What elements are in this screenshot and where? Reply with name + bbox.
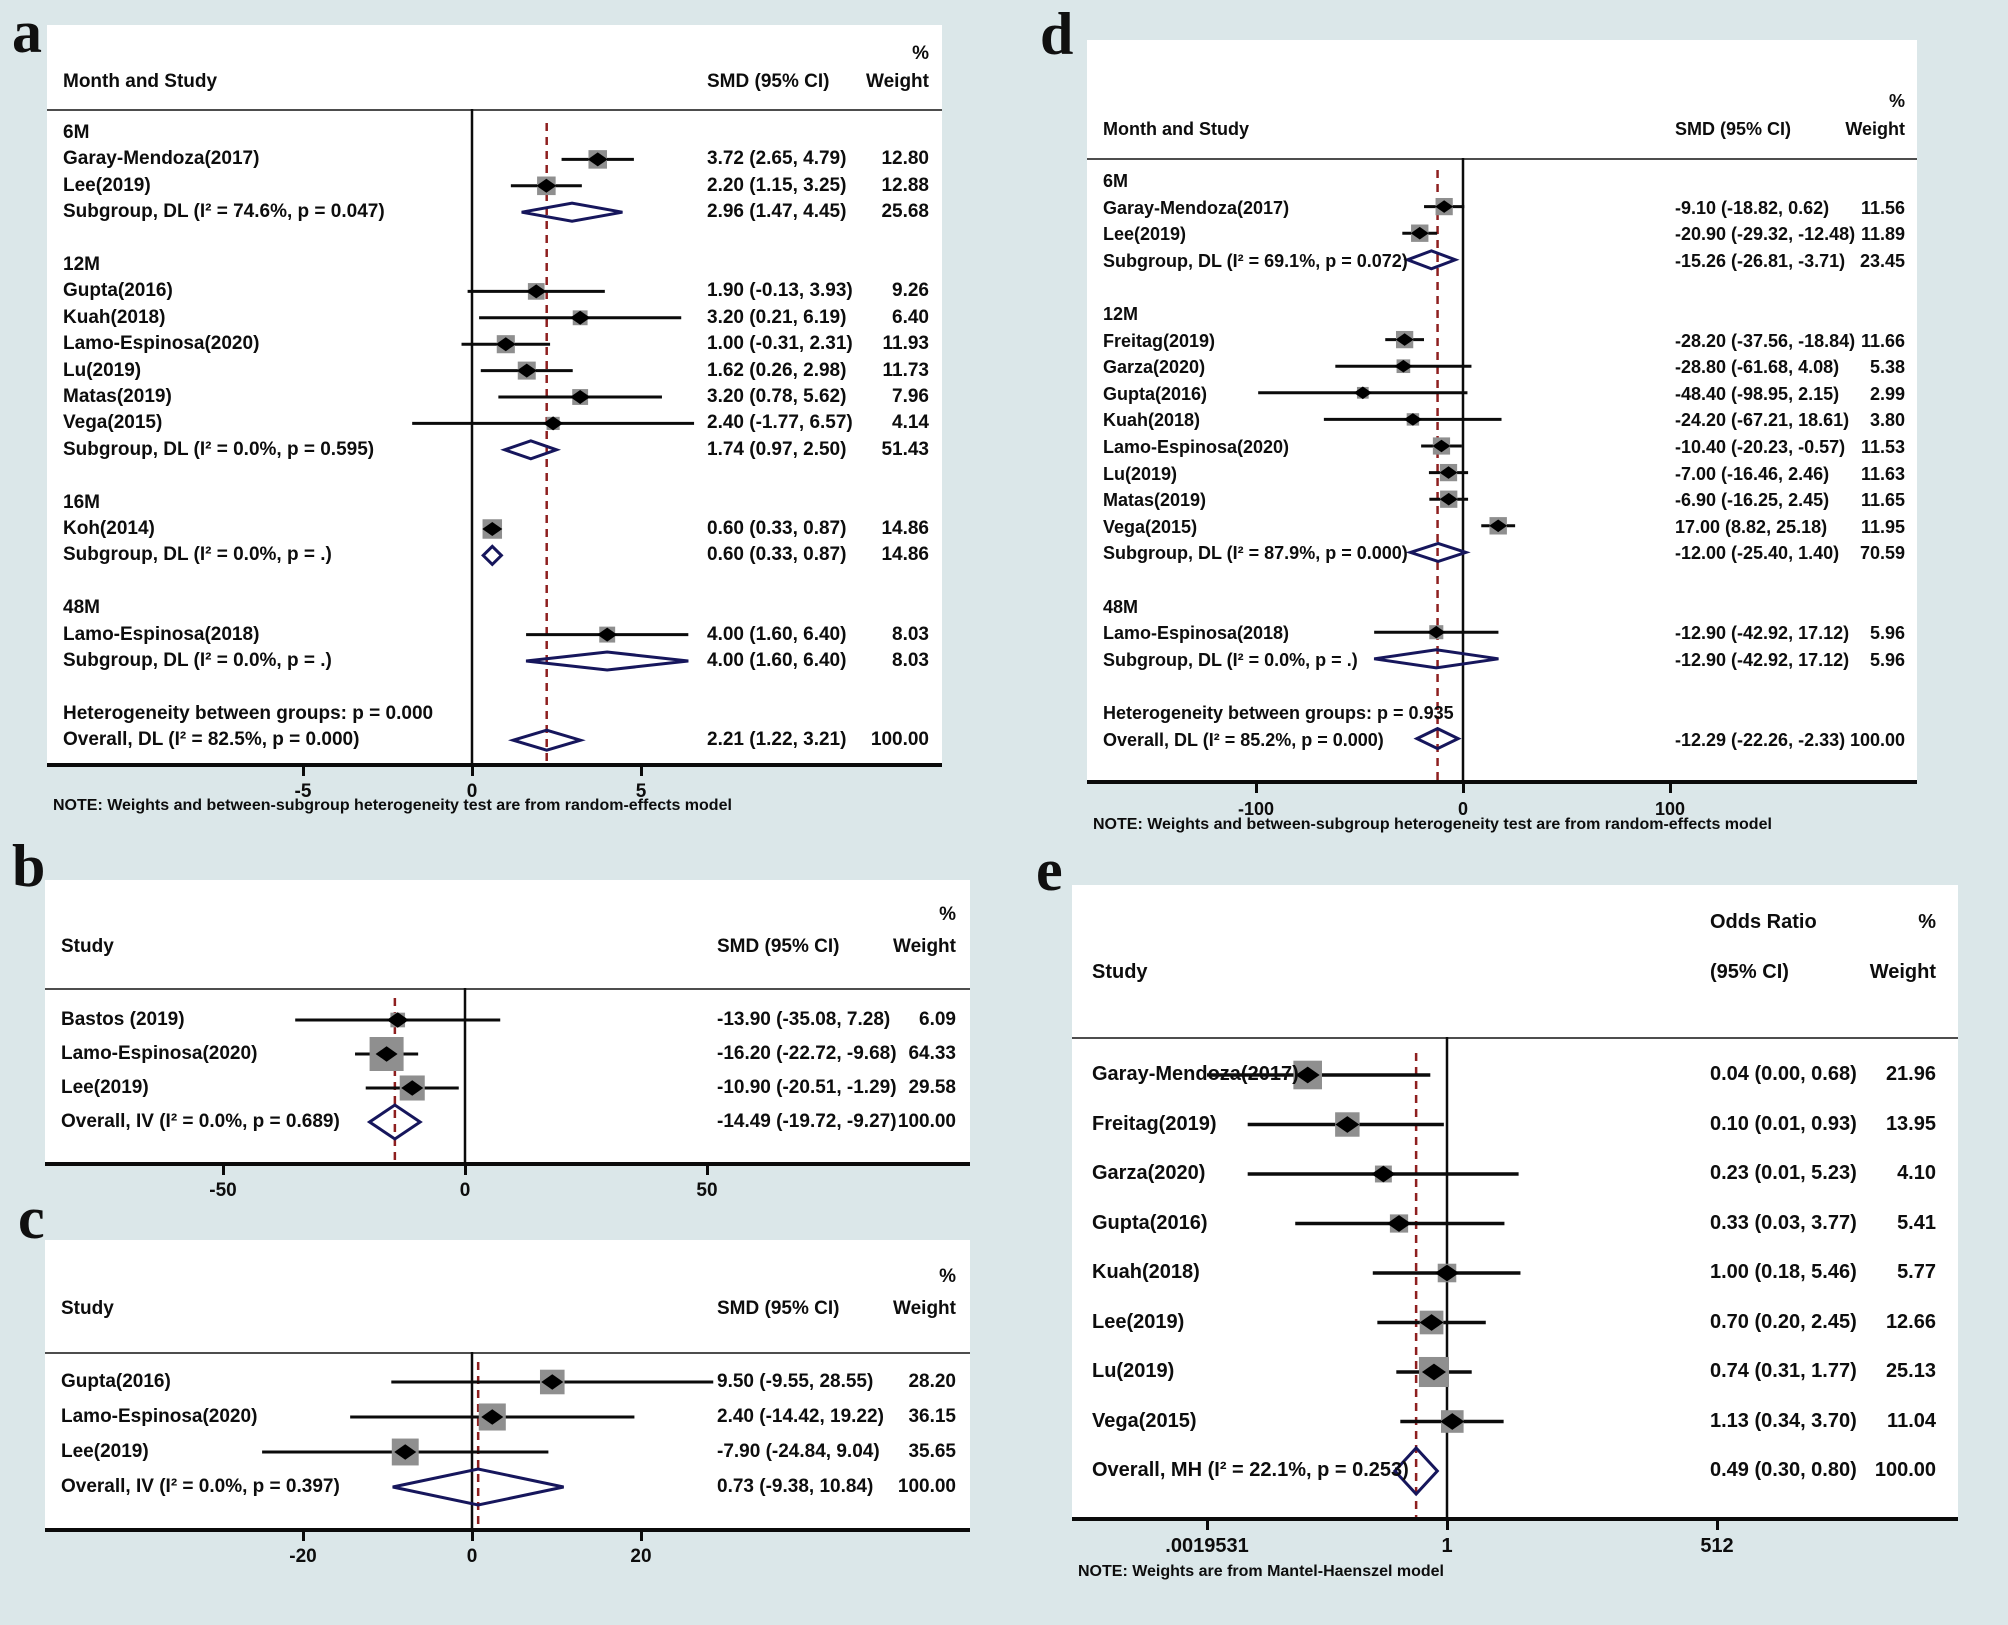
axis-tick [640, 767, 643, 776]
weight-value: 12.80 [881, 148, 929, 170]
weight-value: 11.53 [1860, 437, 1905, 457]
column-header-effect: SMD (95% CI) [717, 1298, 840, 1319]
effect-value: 2.40 (-1.77, 6.57) [707, 412, 853, 434]
weight-value: 12.66 [1885, 1310, 1936, 1333]
effect-value: 0.49 (0.30, 0.80) [1710, 1459, 1857, 1481]
axis-tick-label: 0 [1457, 799, 1468, 819]
effect-value: 4.00 (1.60, 6.40) [707, 623, 847, 645]
column-header-percent: % [939, 1266, 956, 1287]
row-label: Subgroup, DL (I² = 69.1%, p = 0.072) [1103, 250, 1408, 271]
forest-panel-d [1087, 40, 1917, 833]
weight-value: 7.96 [892, 386, 929, 407]
axis-tick [1206, 1521, 1209, 1530]
row-label: Subgroup, DL (I² = 0.0%, p = 0.595) [63, 438, 375, 460]
row-label: Subgroup, DL (I² = 87.9%, p = 0.000) [1103, 543, 1408, 564]
column-header-study: Study [61, 1298, 114, 1319]
weight-value: 9.26 [892, 280, 929, 302]
weight-value: 11.73 [882, 359, 929, 381]
effect-value: 2.20 (1.15, 3.25) [707, 174, 847, 196]
row-label: Vega(2015) [1103, 516, 1198, 537]
column-header-effect: SMD (95% CI) [1675, 119, 1792, 139]
axis-tick [471, 767, 474, 776]
row-label: Bastos (2019) [61, 1009, 185, 1030]
weight-value: 8.03 [892, 650, 929, 671]
axis-tick-label: 0 [466, 781, 478, 802]
effect-value: -48.40 (-98.95, 2.15) [1675, 383, 1840, 404]
effect-value: 1.74 (0.97, 2.50) [707, 438, 847, 460]
column-header-weight: Weight [893, 936, 956, 957]
row-label: Subgroup, DL (I² = 0.0%, p = .) [1103, 649, 1358, 670]
axis-tick [464, 1166, 467, 1175]
row-label: Kuah(2018) [63, 306, 166, 328]
forest-panel-a [47, 25, 942, 814]
row-label: Vega(2015) [63, 412, 163, 434]
row-label: Lamo-Espinosa(2018) [63, 623, 260, 645]
column-header-weight: Weight [893, 1298, 956, 1319]
subgroup-diamond [526, 652, 688, 670]
weight-value: 25.68 [881, 201, 929, 223]
axis-tick [302, 1532, 305, 1541]
axis-tick [1462, 784, 1465, 793]
row-label: Matas(2019) [63, 386, 172, 407]
row-label: Garay-Mendoza(2017) [1092, 1063, 1299, 1085]
weight-value: 11.93 [882, 333, 929, 355]
weight-value: 6.40 [892, 306, 929, 328]
weight-value: 11.65 [1860, 490, 1905, 511]
column-header-study: Month and Study [1103, 119, 1249, 139]
axis-tick [1446, 1521, 1449, 1530]
axis-tick-label: 5 [635, 781, 647, 802]
weight-value: 5.96 [1869, 623, 1905, 644]
weight-value: 100.00 [897, 1476, 956, 1497]
row-label: Gupta(2016) [1103, 383, 1208, 404]
row-label: Overall, DL (I² = 82.5%, p = 0.000) [63, 729, 360, 751]
effect-value: -9.10 (-18.82, 0.62) [1675, 197, 1830, 218]
panel-footnote: NOTE: Weights and between-subgroup heterogeneity test are from random-effects model [1093, 816, 1772, 833]
effect-value: -28.20 (-37.56, -18.84) [1675, 330, 1856, 351]
group-label: 12M [63, 254, 100, 275]
effect-value: 2.40 (-14.42, 19.22) [717, 1406, 884, 1427]
row-label: Lamo-Espinosa(2018) [1103, 623, 1290, 644]
row-label: Overall, MH (I² = 22.1%, p = 0.253) [1092, 1459, 1409, 1481]
weight-value: 4.10 [1897, 1162, 1936, 1184]
weight-value: 100.00 [1849, 729, 1905, 750]
group-label: 6M [1103, 171, 1129, 191]
effect-value: -20.90 (-29.32, -12.48) [1675, 224, 1856, 245]
row-label: Freitag(2019) [1092, 1112, 1217, 1135]
heterogeneity-note: Heterogeneity between groups: p = 0.935 [1103, 703, 1454, 723]
effect-value: -28.80 (-61.68, 4.08) [1675, 357, 1840, 378]
weight-value: 28.20 [908, 1371, 956, 1392]
row-label: Freitag(2019) [1103, 330, 1216, 351]
column-header-percent: % [1918, 911, 1936, 933]
panel-letter-c: c [18, 1185, 45, 1251]
row-label: Lamo-Espinosa(2020) [61, 1406, 258, 1427]
row-label: Kuah(2018) [1092, 1261, 1200, 1283]
effect-value: -10.40 (-20.23, -0.57) [1675, 437, 1846, 457]
axis-tick-label: -50 [209, 1180, 237, 1201]
axis-tick-label: .0019531 [1165, 1535, 1249, 1557]
effect-value: -13.90 (-35.08, 7.28) [717, 1009, 891, 1030]
axis-tick-label: 50 [696, 1180, 718, 1201]
row-label: Lu(2019) [1103, 463, 1178, 484]
effect-value: 9.50 (-9.55, 28.55) [717, 1371, 874, 1392]
group-label: 48M [63, 597, 100, 619]
group-label: 12M [1103, 304, 1139, 324]
weight-value: 11.63 [1860, 463, 1905, 484]
weight-value: 3.80 [1869, 410, 1905, 431]
effect-value: 0.33 (0.03, 3.77) [1710, 1211, 1857, 1234]
column-header-percent: % [939, 904, 956, 925]
weight-value: 100.00 [897, 1111, 956, 1132]
panel-letter-d: d [1040, 1, 1074, 67]
axis-tick-label: 100 [1654, 799, 1686, 819]
point-marker [1404, 413, 1422, 426]
row-label: Subgroup, DL (I² = 0.0%, p = .) [63, 650, 332, 671]
axis-tick [1716, 1521, 1719, 1530]
column-header-study: Month and Study [63, 71, 218, 92]
axis-tick [222, 1166, 225, 1175]
weight-value: 100.00 [870, 729, 929, 751]
weight-value: 4.14 [892, 412, 929, 434]
group-label: 6M [63, 122, 90, 143]
weight-value: 2.99 [1869, 383, 1905, 404]
weight-value: 8.03 [892, 623, 929, 645]
effect-value: -24.20 (-67.21, 18.61) [1675, 410, 1850, 431]
axis-tick [471, 1532, 474, 1541]
weight-value: 51.43 [881, 438, 929, 460]
weight-value: 11.89 [1860, 224, 1905, 245]
effect-value: 1.13 (0.34, 3.70) [1710, 1409, 1857, 1432]
column-header-effect: SMD (95% CI) [717, 936, 840, 957]
weight-value: 23.45 [1859, 250, 1905, 271]
row-label: Lee(2019) [61, 1441, 149, 1462]
effect-value: -7.00 (-16.46, 2.46) [1675, 463, 1830, 484]
weight-value: 14.86 [881, 544, 929, 566]
row-label: Garza(2020) [1103, 357, 1206, 378]
weight-value: 14.86 [881, 518, 929, 539]
column-header-weight: Weight [1869, 961, 1936, 983]
axis-tick-label: -5 [294, 781, 312, 802]
point-marker [387, 1012, 409, 1027]
weight-value: 11.04 [1887, 1409, 1936, 1432]
axis-tick [302, 767, 305, 776]
effect-value: 17.00 (8.82, 25.18) [1675, 516, 1828, 537]
panel-footnote: NOTE: Weights are from Mantel-Haenszel model [1078, 1563, 1444, 1580]
panel-letter-a: a [12, 0, 42, 65]
subgroup-diamond [1408, 251, 1456, 269]
weight-value: 5.41 [1897, 1211, 1936, 1234]
effect-value: -12.29 (-22.26, -2.33) [1675, 729, 1846, 750]
effect-value: -15.26 (-26.81, -3.71) [1675, 250, 1846, 271]
row-label: Lee(2019) [63, 174, 151, 196]
effect-value: -12.90 (-42.92, 17.12) [1675, 649, 1850, 670]
heterogeneity-note: Heterogeneity between groups: p = 0.000 [63, 702, 434, 724]
row-label: Garay-Mendoza(2017) [63, 148, 260, 170]
effect-value: 0.04 (0.00, 0.68) [1710, 1063, 1857, 1085]
row-label: Lamo-Espinosa(2020) [1103, 437, 1290, 457]
forest-panel-c [45, 1240, 970, 1567]
effect-value: -10.90 (-20.51, -1.29) [717, 1077, 897, 1098]
axis-tick-label: 0 [459, 1180, 471, 1201]
effect-value: -7.90 (-24.84, 9.04) [717, 1441, 880, 1462]
column-header-percent: % [912, 43, 929, 64]
point-marker [1354, 387, 1372, 400]
row-label: Lee(2019) [1103, 224, 1187, 245]
weight-value: 11.66 [1860, 330, 1905, 351]
effect-value: 0.10 (0.01, 0.93) [1710, 1112, 1857, 1135]
row-label: Subgroup, DL (I² = 74.6%, p = 0.047) [63, 201, 385, 223]
row-label: Kuah(2018) [1103, 410, 1201, 431]
weight-value: 6.09 [919, 1009, 956, 1030]
axis-tick-label: -20 [289, 1546, 317, 1567]
effect-value: 2.21 (1.22, 3.21) [707, 729, 847, 751]
group-label: 48M [1103, 596, 1139, 617]
effect-value: -6.90 (-16.25, 2.45) [1675, 490, 1830, 511]
effect-value: 0.60 (0.33, 0.87) [707, 518, 847, 539]
weight-value: 5.96 [1869, 649, 1905, 670]
effect-value: 3.20 (0.21, 6.19) [707, 306, 847, 328]
row-label: Lamo-Espinosa(2020) [61, 1043, 258, 1064]
weight-value: 5.77 [1897, 1261, 1936, 1283]
row-label: Overall, IV (I² = 0.0%, p = 0.689) [61, 1111, 340, 1132]
weight-value: 13.95 [1885, 1112, 1936, 1135]
group-label: 16M [63, 491, 100, 513]
axis-tick-label: 20 [630, 1546, 652, 1567]
subgroup-diamond [522, 203, 623, 221]
row-label: Garza(2020) [1092, 1162, 1206, 1184]
effect-value: 3.20 (0.78, 5.62) [707, 386, 847, 407]
panel-letter-e: e [1036, 837, 1063, 903]
effect-value: 1.00 (-0.31, 2.31) [707, 333, 853, 355]
row-label: Koh(2014) [63, 518, 155, 539]
row-label: Lamo-Espinosa(2020) [63, 333, 260, 355]
column-header-effect: SMD (95% CI) [707, 71, 830, 92]
effect-value: -12.90 (-42.92, 17.12) [1675, 623, 1850, 644]
weight-value: 12.88 [881, 174, 929, 196]
effect-value: 0.23 (0.01, 5.23) [1710, 1162, 1857, 1184]
column-header-weight: Weight [1845, 119, 1905, 139]
axis-tick-label: 0 [466, 1546, 478, 1567]
row-label: Gupta(2016) [63, 280, 173, 302]
effect-value: 1.62 (0.26, 2.98) [707, 359, 847, 381]
column-header-percent: % [1888, 91, 1905, 111]
effect-value: 4.00 (1.60, 6.40) [707, 650, 847, 671]
column-header-weight: Weight [866, 71, 929, 92]
effect-value: 1.00 (0.18, 5.46) [1710, 1261, 1857, 1283]
effect-value: 0.74 (0.31, 1.77) [1710, 1360, 1857, 1382]
column-header-effect-line1: Odds Ratio [1710, 911, 1817, 933]
effect-value: -16.20 (-22.72, -9.68) [717, 1043, 897, 1064]
effect-value: 3.72 (2.65, 4.79) [707, 148, 847, 170]
weight-value: 11.95 [1860, 516, 1905, 537]
weight-value: 35.65 [908, 1441, 956, 1462]
row-label: Lee(2019) [1092, 1310, 1185, 1333]
weight-value: 70.59 [1859, 543, 1905, 564]
forest-panel-e [1072, 885, 1958, 1580]
row-label: Vega(2015) [1092, 1409, 1197, 1432]
subgroup-diamond [483, 546, 501, 564]
row-label: Lee(2019) [61, 1077, 149, 1098]
panel-footnote: NOTE: Weights and between-subgroup heterogeneity test are from random-effects model [53, 797, 732, 814]
column-header-effect-line2: (95% CI) [1710, 961, 1789, 983]
row-label: Overall, IV (I² = 0.0%, p = 0.397) [61, 1476, 340, 1497]
row-label: Lu(2019) [1092, 1360, 1175, 1382]
row-label: Overall, DL (I² = 85.2%, p = 0.000) [1103, 729, 1384, 750]
row-label: Gupta(2016) [61, 1371, 171, 1392]
row-label: Garay-Mendoza(2017) [1103, 197, 1290, 218]
weight-value: 36.15 [908, 1406, 956, 1427]
panel-letter-b: b [12, 833, 46, 899]
subgroup-diamond [505, 441, 557, 459]
row-label: Lu(2019) [63, 359, 142, 381]
effect-value: -12.00 (-25.40, 1.40) [1675, 543, 1840, 564]
row-label: Subgroup, DL (I² = 0.0%, p = .) [63, 544, 332, 566]
effect-value: -14.49 (-19.72, -9.27) [717, 1111, 897, 1132]
axis-tick-label: 1 [1441, 1535, 1453, 1557]
effect-value: 1.90 (-0.13, 3.93) [707, 280, 853, 302]
axis-tick-label: -100 [1237, 799, 1275, 819]
effect-value: 2.96 (1.47, 4.45) [707, 201, 847, 223]
weight-value: 11.56 [1860, 197, 1905, 218]
row-label: Gupta(2016) [1092, 1211, 1208, 1234]
weight-value: 29.58 [908, 1077, 956, 1098]
weight-value: 64.33 [908, 1043, 956, 1064]
weight-value: 21.96 [1885, 1063, 1936, 1085]
weight-value: 5.38 [1869, 357, 1905, 378]
column-header-study: Study [61, 936, 114, 957]
forest-panel-b [45, 880, 970, 1201]
effect-value: 0.73 (-9.38, 10.84) [717, 1476, 874, 1497]
axis-tick [1669, 784, 1672, 793]
axis-tick [640, 1532, 643, 1541]
axis-tick [706, 1166, 709, 1175]
row-label: Matas(2019) [1103, 490, 1207, 511]
weight-value: 100.00 [1874, 1459, 1936, 1481]
axis-tick-label: 512 [1700, 1535, 1734, 1557]
weight-value: 25.13 [1885, 1360, 1936, 1382]
effect-value: 0.60 (0.33, 0.87) [707, 544, 847, 566]
axis-tick [1255, 784, 1258, 793]
effect-value: 0.70 (0.20, 2.45) [1710, 1310, 1857, 1333]
subgroup-diamond [1374, 650, 1498, 668]
column-header-study: Study [1092, 961, 1148, 983]
